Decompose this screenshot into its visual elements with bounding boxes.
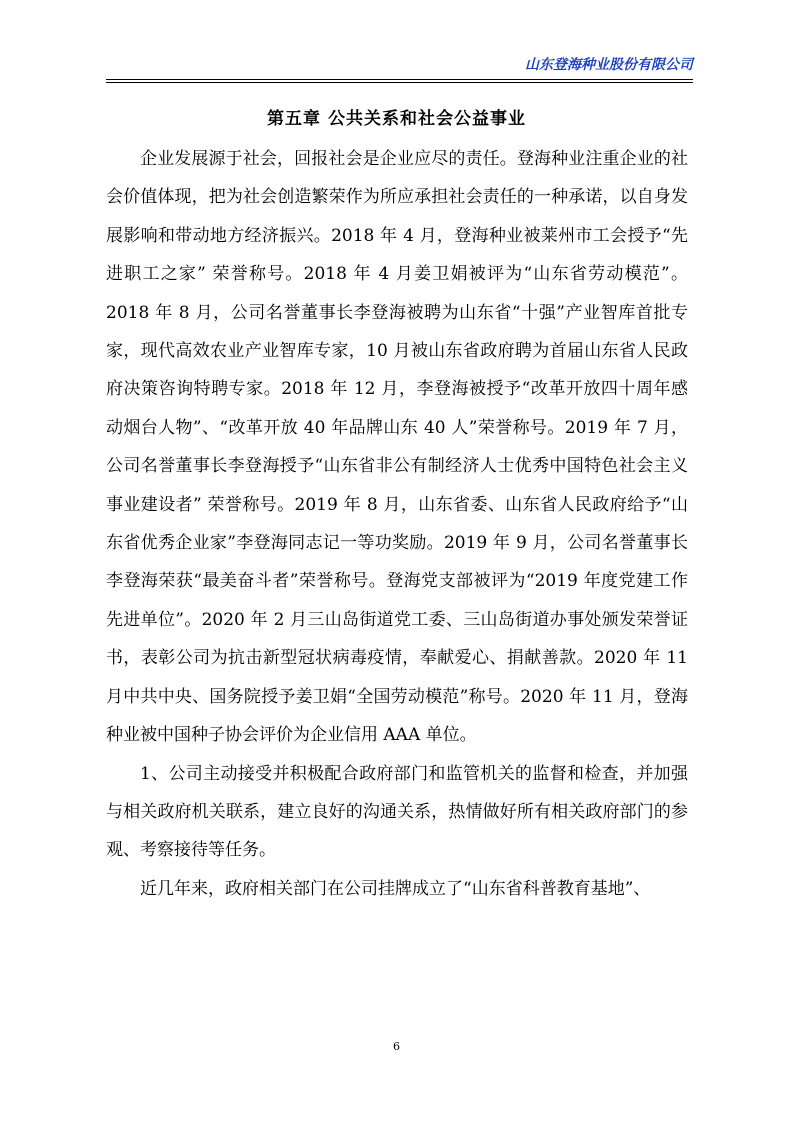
- paragraph-intro: 企业发展源于社会，回报社会是企业应尽的责任。登海种业注重企业的社会价值体现，把为社会创造繁荣作为所应承担社会责任的一种承诺，以自身发展影响和带动地方经济振兴。2018 年 4 月，登海种业被莱州市工会授予“先进职工之家” 荣誉称号。2018 年 4 月姜卫娟被评为“山东省劳动模范”。2018 年 8 月，公司名誉董事长李登海被聘为山东省“十强”产业智库首批专家，现代高效农业产业智库专家，10 月被山东省政府聘为首届山东省人民政府决策咨询特聘专家。2018 年 12 月，李登海被授予“改革开放四十周年感动烟台人物”、“改革开放 40 年品牌山东 40 人”荣誉称号。2019 年 7 月，公司名誉董事长李登海授予“山东省非公有制经济人士优秀中国特色社会主义事业建设者” 荣誉称号。2019 年 8 月，山东省委、山东省人民政府给予“山东省优秀企业家”李登海同志记一等功奖励。2019 年 9 月，公司名誉董事长李登海荣获“最美奋斗者”荣誉称号。登海党支部被评为“2019 年度党建工作先进单位”。2020 年 2 月三山岛街道党工委、三山岛街道办事处颁发荣誉证书，表彰公司为抗击新型冠状病毒疫情，奉献爱心、捐献善款。2020 年 11 月中共中央、国务院授予姜卫娟“全国劳动模范”称号。2020 年 11 月，登海种业被中国种子协会评价为企业信用 AAA 单位。: [106, 149, 688, 746]
- chapter-title: 第五章 公共关系和社会公益事业: [267, 109, 526, 129]
- header-rule-top: [106, 79, 693, 80]
- header-company-name: 山东登海种业股份有限公司: [525, 57, 693, 73]
- paragraph-recent-years: 近几年来，政府相关部门在公司挂牌成立了“山东省科普教育基地”、: [140, 878, 651, 899]
- header-rule-bottom: [106, 82, 693, 83]
- page-number: 6: [393, 1040, 400, 1053]
- paragraph-item-1: 1、公司主动接受并积极配合政府部门和监管机关的监督和检查，并加强与相关政府机关联系，建立良好的沟通关系，热情做好所有相关政府部门的参观、考察接待等任务。: [106, 763, 688, 861]
- body-text: [106, 140, 688, 908]
